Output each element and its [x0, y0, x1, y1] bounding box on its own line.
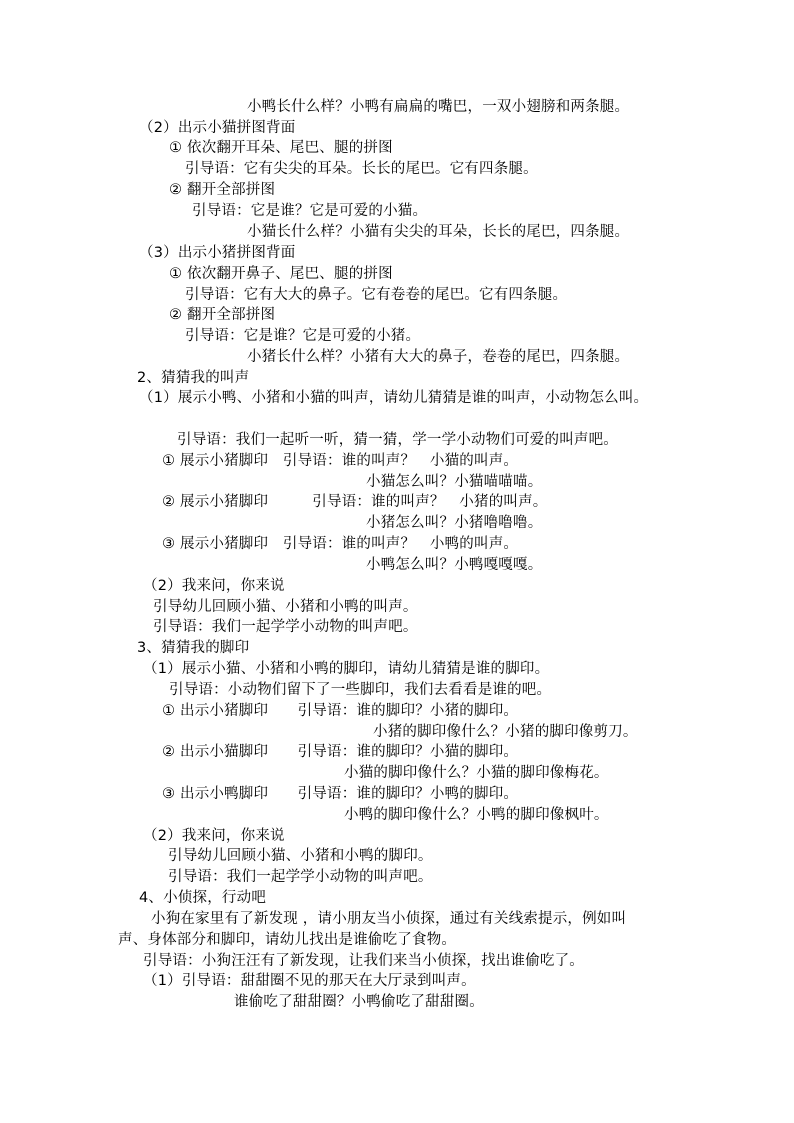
text-line: 引导语：小狗汪汪有了新发现，让我们来当小侦探，找出谁偷吃了。: [143, 953, 584, 969]
text-line: 谁偷吃了甜甜圈？小鸭偷吃了甜甜圈。: [234, 994, 484, 1010]
list-item: ① 依次翻开耳朵、尾巴、腿的拼图: [169, 140, 393, 156]
list-item: ③ 展示小猪脚印 引导语：谁的叫声？ 小鸭的叫声。: [162, 536, 519, 552]
text-line: 小鸭怎么叫？小鸭嘎嘎嘎。: [366, 557, 543, 573]
section-heading: （1）展示小鸭、小猪和小猫的叫声，请幼儿猜猜是谁的叫声，小动物怎么叫。: [139, 390, 649, 406]
list-item: ① 依次翻开鼻子、尾巴、腿的拼图: [169, 266, 393, 282]
section-heading: （1）引导语：甜甜圈不见的那天在大厅录到叫声。: [143, 973, 476, 989]
list-item: ③ 出示小鸭脚印 引导语：谁的脚印？小鸭的脚印。: [162, 786, 519, 802]
text-line: 引导语：它是谁？它是可爱的小猪。: [185, 328, 421, 344]
text-line: 小猫的脚印像什么？小猫的脚印像梅花。: [344, 765, 609, 781]
paragraph-line: 声、身体部分和脚印，请幼儿找出是谁偷吃了食物。: [118, 932, 457, 948]
section-heading: 4、小侦探，行动吧: [139, 890, 267, 906]
text-line: 小鸭长什么样？小鸭有扁扁的嘴巴，一双小翅膀和两条腿。: [247, 99, 630, 115]
list-item: ② 出示小猫脚印 引导语：谁的脚印？小猫的脚印。: [162, 744, 519, 760]
section-heading: （2）我来问，你来说: [143, 578, 285, 594]
section-heading: （1）展示小猫、小猪和小鸭的脚印，请幼儿猜猜是谁的脚印。: [143, 661, 550, 677]
text-line: 引导语：小动物们留下了一些脚印，我们去看看是谁的吧。: [169, 682, 552, 698]
section-heading: （2）出示小猫拼图背面: [139, 120, 296, 136]
list-item: ① 出示小猪脚印 引导语：谁的脚印？小猪的脚印。: [162, 703, 519, 719]
text-line: 引导语：我们一起学学小动物的叫声吧。: [168, 869, 433, 885]
list-item: ② 翻开全部拼图: [169, 307, 276, 323]
list-item: ② 展示小猪脚印 引导语：谁的叫声？ 小猪的叫声。: [162, 494, 548, 510]
section-heading: （3）出示小猪拼图背面: [139, 245, 296, 261]
text-line: 小猫怎么叫？小猫喵喵喵。: [366, 474, 543, 490]
text-line: 小猪怎么叫？小猪噜噜噜。: [366, 515, 543, 531]
text-line: 小鸭的脚印像什么？小鸭的脚印像枫叶。: [344, 807, 609, 823]
list-item: ② 翻开全部拼图: [169, 182, 276, 198]
paragraph-line: 小狗在家里有了新发现 ，请小朋友当小侦探，通过有关线索提示，例如叫: [151, 911, 627, 927]
text-line: 引导语：我们一起听一听，猜一猜，学一学小动物们可爱的叫声吧。: [177, 432, 618, 448]
text-line: 小猪长什么样？小猪有大大的鼻子，卷卷的尾巴，四条腿。: [247, 349, 630, 365]
list-item: ① 展示小猪脚印 引导语：谁的叫声？ 小猫的叫声。: [162, 453, 519, 469]
text-line: 小猪的脚印像什么？小猪的脚印像剪刀。: [373, 724, 638, 740]
section-heading: 3、猜猜我的脚印: [137, 640, 250, 656]
text-line: 引导语：它有尖尖的耳朵。长长的尾巴。它有四条腿。: [185, 161, 538, 177]
section-heading: 2、猜猜我的叫声: [137, 370, 250, 386]
text-line: 引导语：我们一起学学小动物的叫声吧。: [153, 619, 418, 635]
text-line: 引导语：它有大大的鼻子。它有卷卷的尾巴。它有四条腿。: [185, 287, 568, 303]
text-line: 引导幼儿回顾小猫、小猪和小鸭的叫声。: [153, 599, 418, 615]
text-line: 引导幼儿回顾小猫、小猪和小鸭的脚印。: [168, 848, 433, 864]
text-line: 小猫长什么样？小猫有尖尖的耳朵，长长的尾巴，四条腿。: [247, 224, 630, 240]
text-line: 引导语：它是谁？它是可爱的小猫。: [192, 203, 428, 219]
section-heading: （2）我来问，你来说: [143, 828, 285, 844]
